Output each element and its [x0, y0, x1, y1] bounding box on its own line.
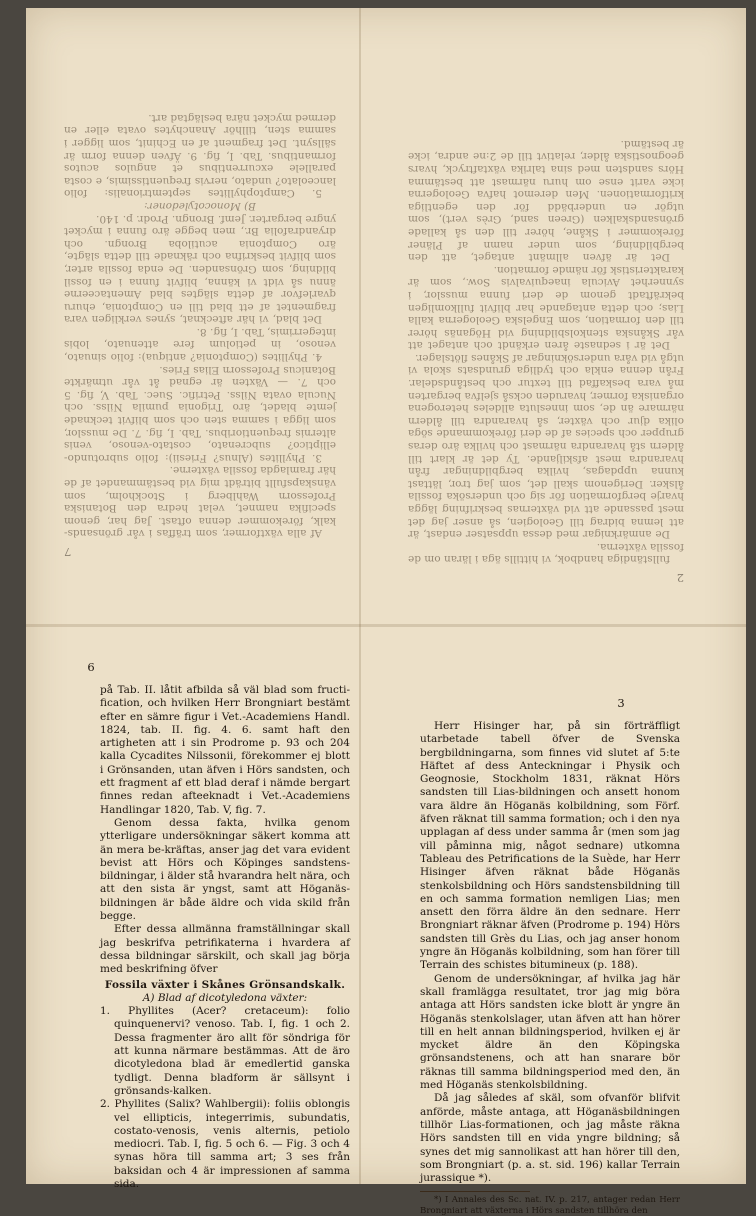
paragraph: Herr Hisinger har, på sin förträffligt utarbetade tabell öfver de Svenska bergbildningarna, som finnes vid slutet af 5:te Häftet af dess Anteckningar i Physik och Geognosie, Stockholm 1831, räknat Hörs sandsten till Lias-bildningen och ansett honom vara äldre än Höganäs kolbildning, som Förf. äfven räknat till samma formation; och i den nya upplagan af dess under samma år (men som jag vill påminna mig, något sednare) utkomna Tableau des Petrifications de la Suède, har Herr Hisinger äfven räknat både Höganäs stenkolsbildning och Hörs sandstensbildning till en och samma formation nemligen Lias; men ansett den förra äldre än den sednare. Herr Brongniart räknar äfven (Prodrome p. 194) Hörs sandsten till Grès du Lias, och jag anser honom yngre än Höganäs kolbildning, som han förer till Terrain des schistes bitumineux (p. 188). — [420, 720, 680, 972]
species-entry: 2. Phyllites (Salix? Wahlbergii): foliis oblongis vel ellipticis, integerrimis, subundatis, costato-venosis, venis alternis, petiolo mediocri. Tab. I, fig. 5 och 6. — Fig. 3 och 4 synas höra till samma art; 3 ses från baksidan och 4 är impressionen af samma sida. — [100, 1098, 350, 1190]
newspaper-sheet — [26, 8, 746, 1216]
paragraph: Då jag således af skäl, som ofvanför blifvit anförde, måste antaga, att Höganäsbildningen tillhör Lias-formationen, och jag måste räkna Hörs sandsten till en vida yngre bildning; så synes det mig sannolikast att han hörer till den, som Brongniart (p. a. st. sid. 196) kallar Terrain jurassique *). — [420, 1092, 680, 1185]
species-entry: 1. Phyllites (Acer? cretaceum): folio quinquenervi? venoso. Tab. I, fig. 1 och 2. Dessa fragmenter äro allt för söndriga för att kunna närmare bestämmas. Att de äro dicotyledona blad är emedlertid ganska tydligt. Denna bladform är sällsynt i grönsands-kalken. — [100, 1005, 350, 1097]
paragraph: De anmärknigar med dessa uppsatser endast, är att lemna bidrag till Geologien, så anser jag det mest passande att vid växternas beskrifning lägga hvarje bergformation för sig och undersöka fossila ålsker. Derigenom skall det, som jag tror, lättast kunna uppdagas, hvilka bergbildningar från hvarandra mest afskiljande. Ty det är klart till åldern stå hvarandra närmast och hvilka äro deras grupper och species af de deri förekommande söga olika djur och växter, så hvarandra till åldern närmare än de, som innesluta alldeles heterogena organiska former, hvaruden också sjelfva bergarten må vara beskaffad till textur och beståndsdelar. Från denna enkla och tydliga grundsats skola vi utgå vid våra undersökningar af Skånes flötslager. — [408, 351, 684, 541]
section-heading: Fossila växter i Skånes Grönsandskalk. — [104, 978, 346, 991]
paragraph: 5. Camptophyllites septemtrionalis: folio lanceolato? undato, nervis frequentissimis, e costa parallele excurrentibus et angulos acutos formantibus. Tab. I, fig. 9. Äfven denna form är sällsynt. Det fragment af en Echinit, som ligger i samma sten, tillhör Ananchytes ovata eller en dermed mycket nära beslägtad art. — [64, 111, 336, 200]
paragraph: Det är äfven allmänt antaget, att den bergbildning, som under namn af Pläner förekommer i Skåne, hörer till den så kallade grönsandskalken (Green sand, Grès vert), som utgör en underbädd för den egentliga kritformationen. Men deremot hafva Geologerna icke varit ense om huru närmast att bestämma Hörs sandsten med sina talrika växtaftryck, hvars geognostiska ålder, relativt till de 2:ne andra, icke är bestämd. — [408, 137, 684, 264]
subheading: B) Monocotyledoner: — [144, 199, 256, 212]
paragraph: Det är i sednaste åren erkändt och antaget att vår Skånska stenkolsbildning vid Höganäs hörer till den formation, som Engelska Geologerna kalla Lias; och detta antagande har blifvit fullkomligen bekräftadt genom de deri funna musslor, i synnerhet Avicula inaequivalvis Sow., som är karakteristisk för nämde formation. — [408, 263, 684, 352]
vertical-fold-crease — [359, 8, 361, 1184]
page-6-text — [100, 684, 350, 1191]
page-number: 7 — [64, 545, 72, 559]
paragraph: Af alla växtformer, som träffas i vår grönsands-kalk, förekommer denna oftast. Jag har, genom specifika namnet, velat hedra den Botaniska Professorn Wahlberg i Stockholm, som vänskapsfullt biträdt mig vid bestämmandet af de här framlagda fossila växterne. — [64, 464, 336, 540]
upper-right-inverted-page — [408, 32, 684, 584]
upper-left-inverted-page — [64, 38, 336, 558]
page-3-text — [420, 720, 680, 1216]
paragraph: 3. Phyllites (Alnus? Friesii): folio subrotundo-elliptico? subcrenato, costato-venoso, venis alternis frequentioribus. Tab. I, fig. 7. De musslor, som ligga i samma sten och som blifvit tecknade jemte bladet, äro Trigonia pumila Nilss. och Nucula ovata Nilss. Petrific. Suec. Tab. V, fig. 5 och 7. — Växten är egnad åt vår utmärkte Botanicus Professorn Elias Fries. — [64, 363, 336, 464]
paragraph: Efter dessa allmänna framställningar skall jag beskrifva petrifikaterna i hvardera af dessa bildningar särskilt, och skall jag börja med beskrifning öfver — [100, 923, 350, 976]
paragraph: Genom de undersökningar, af hvilka jag här skall framlägga resultatet, tror jag mig böra antaga att Hörs sandsten icke blott är yngre än Höganäs stenkolslager, utan äfven att han hörer till en helt annan bildningsperiod, hvilken ej är mycket äldre än den Köpingska grönsandstenens, och att han snarare bör räknas till samma bildningsperiod med den, än med Höganäs stenkolsbildning. — [420, 972, 680, 1092]
paragraph: på Tab. II. låtit afbilda så väl blad som fructi-fication, och hvilken Herr Brongniart bestämt efter en sämre figur i Vet.-Academiens Handl. 1824, tab. II. fig. 4. 6. samt haft den artigheten att i sin Prodrome p. 93 och 204 kalla Cycadites Nilssonii, förekommer ej blott i Grönsanden, utan äfven i Hörs sandsten, och ett fragment af ett blad deraf i nämde bergart finnes redan afteeknadt i Vet.-Academiens Handlingar 1820, Tab. V, fig. 7. — [100, 684, 350, 816]
paragraph: Det blad, vi här aftecknat, synes verkligen vara fragmentet af ett blad till en Comptonia, ehuru qvarlefvor af detta slägtes blad Amentaceerne ännu så vidt vi känna, blifvit funna i en fossil bildning, som Grönsanden. De enda fossila arter, som blifvit beskrifna och räknade till detta slägte, äro Comptonia acutiloba Brongn. och dryandrafolia Br., men begge äro funna i mycket yngre bergarter. Jemf. Brongn. Prodr. p. 140. — [64, 212, 336, 326]
footnote-rule — [420, 1191, 530, 1192]
page-number: 2 — [676, 571, 684, 585]
paragraph: 4. Phyllites (Comptonia? antiqua): folio sinuato, venoso, in petiolum fere attenuato, lobis integerrimis, Tab. I, fig. 8. — [64, 325, 336, 364]
footnote: *) I Annales des Sc. nat. IV. p. 217, antager redan Herr Brongniart att växterna i Hörs sandsten tillhöra den — [420, 1195, 680, 1216]
paragraph: fullständiga handbok, vi hittills äga i läran om de fossila växterna. — [408, 540, 684, 566]
horizontal-fold-crease — [26, 624, 746, 627]
page-number-3: 3 — [617, 696, 625, 710]
page-number-6: 6 — [87, 660, 95, 674]
section-subheading: A) Blad af dicotyledona växter: — [142, 991, 308, 1004]
paragraph: Genom dessa fakta, hvilka genom ytterligare undersökningar säkert komma att än mera be-kräftas, anser jag det vara evident bevist att Hörs och Köpinges sandstens-bildningar, i älder stå hvarandra helt nära, och att den sista är yngst, samt att Höganäs-bildningen är både äldre och vida skild från begge. — [100, 816, 350, 923]
